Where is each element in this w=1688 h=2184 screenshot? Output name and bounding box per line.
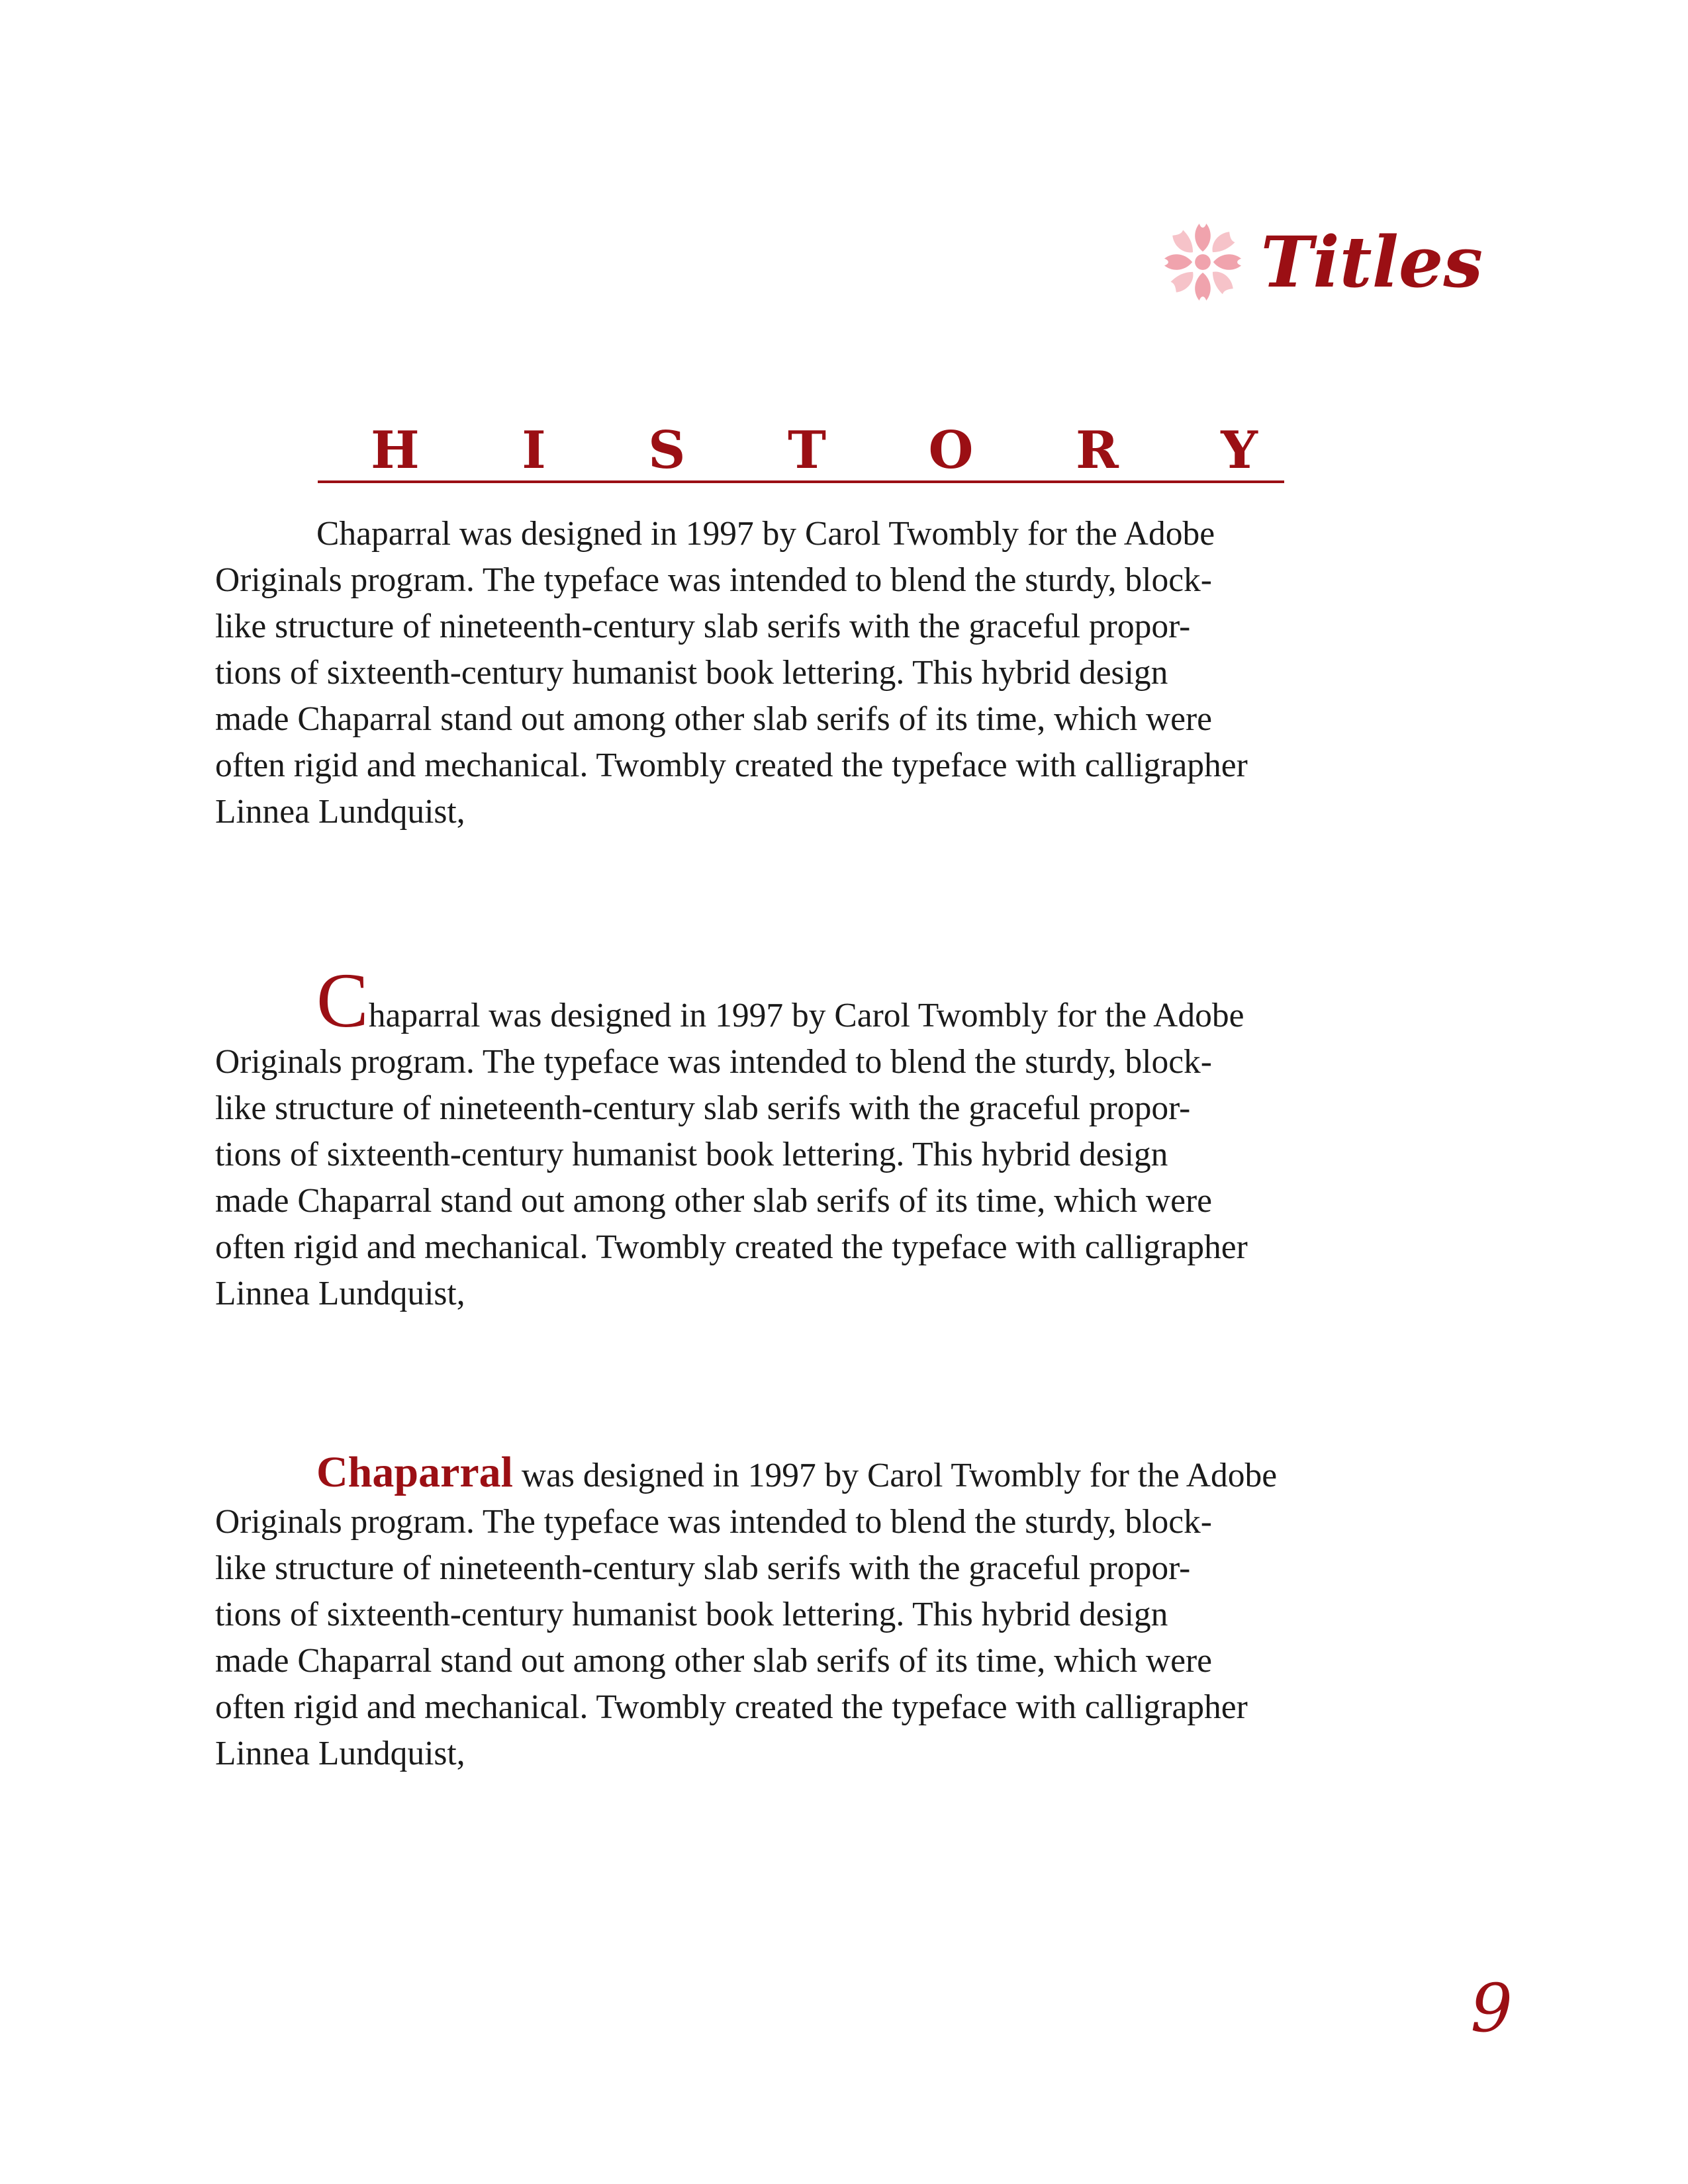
paragraph-line: made Chaparral stand out among other slab serifs of its time, which were xyxy=(215,700,1212,738)
paragraph-plain xyxy=(215,511,1407,835)
lead-word: Chaparral xyxy=(316,1448,513,1496)
paragraph-line: tions of sixteenth-century humanist book lettering. This hybrid design xyxy=(215,1596,1168,1633)
paragraph-line: like structure of nineteenth-century slab serifs with the graceful propor- xyxy=(215,1549,1191,1587)
paragraph-line: Chaparral was designed in 1997 by Carol Twombly for the Adobe xyxy=(316,515,1215,553)
paragraph-line: Originals program. The typeface was intended to blend the sturdy, block- xyxy=(215,1043,1212,1081)
paragraph-line: tions of sixteenth-century humanist book lettering. This hybrid design xyxy=(215,654,1168,692)
page-title: Titles xyxy=(1260,220,1483,303)
heading-underline xyxy=(318,480,1284,483)
heading-letter: S xyxy=(648,420,686,480)
paragraph-line: tions of sixteenth-century humanist book lettering. This hybrid design xyxy=(215,1136,1168,1173)
heading-letter: R xyxy=(1075,420,1119,480)
paragraph-line: Linnea Lundquist, xyxy=(215,793,465,831)
paragraph-line: Linnea Lundquist, xyxy=(215,1275,465,1312)
page-number: 9 xyxy=(1470,1970,1513,2047)
paragraph-line: often rigid and mechanical. Twombly created the typeface with calligrapher xyxy=(215,1228,1248,1266)
paragraph-line: like structure of nineteenth-century slab serifs with the graceful propor- xyxy=(215,608,1191,645)
heading-letter: Y xyxy=(1221,420,1258,480)
heading-letter: T xyxy=(788,420,827,480)
paragraph-line: like structure of nineteenth-century slab serifs with the graceful propor- xyxy=(215,1089,1191,1127)
heading-letter: H xyxy=(371,420,420,480)
paragraph-lead-word xyxy=(215,1449,1407,1777)
section-heading xyxy=(318,420,1284,483)
heading-letter: I xyxy=(522,420,546,480)
paragraph-line: Originals program. The typeface was intended to blend the sturdy, block- xyxy=(215,1503,1212,1541)
paragraph-first-line xyxy=(215,1449,1407,1499)
paragraph-dropcap xyxy=(215,957,1407,1317)
paragraph-line: often rigid and mechanical. Twombly created the typeface with calligrapher xyxy=(215,1688,1248,1726)
paragraph-first-line xyxy=(215,957,1407,1044)
first-line-text: haparral was designed in 1997 by Carol Twombly for the Adobe xyxy=(368,997,1244,1034)
page-header xyxy=(1159,218,1483,306)
paragraph-line: Linnea Lundquist, xyxy=(215,1735,465,1772)
drop-cap: C xyxy=(316,957,369,1044)
paragraph-line: made Chaparral stand out among other slab serifs of its time, which were xyxy=(215,1642,1212,1680)
paragraph-line: often rigid and mechanical. Twombly created the typeface with calligrapher xyxy=(215,747,1248,784)
section-heading-letters xyxy=(318,420,1284,480)
heading-letter: O xyxy=(928,420,974,480)
floral-ornament-icon xyxy=(1159,218,1246,306)
first-line-text: was designed in 1997 by Carol Twombly for the Adobe xyxy=(513,1457,1278,1494)
paragraph-line: Originals program. The typeface was intended to blend the sturdy, block- xyxy=(215,561,1212,599)
paragraph-line: made Chaparral stand out among other slab serifs of its time, which were xyxy=(215,1182,1212,1220)
